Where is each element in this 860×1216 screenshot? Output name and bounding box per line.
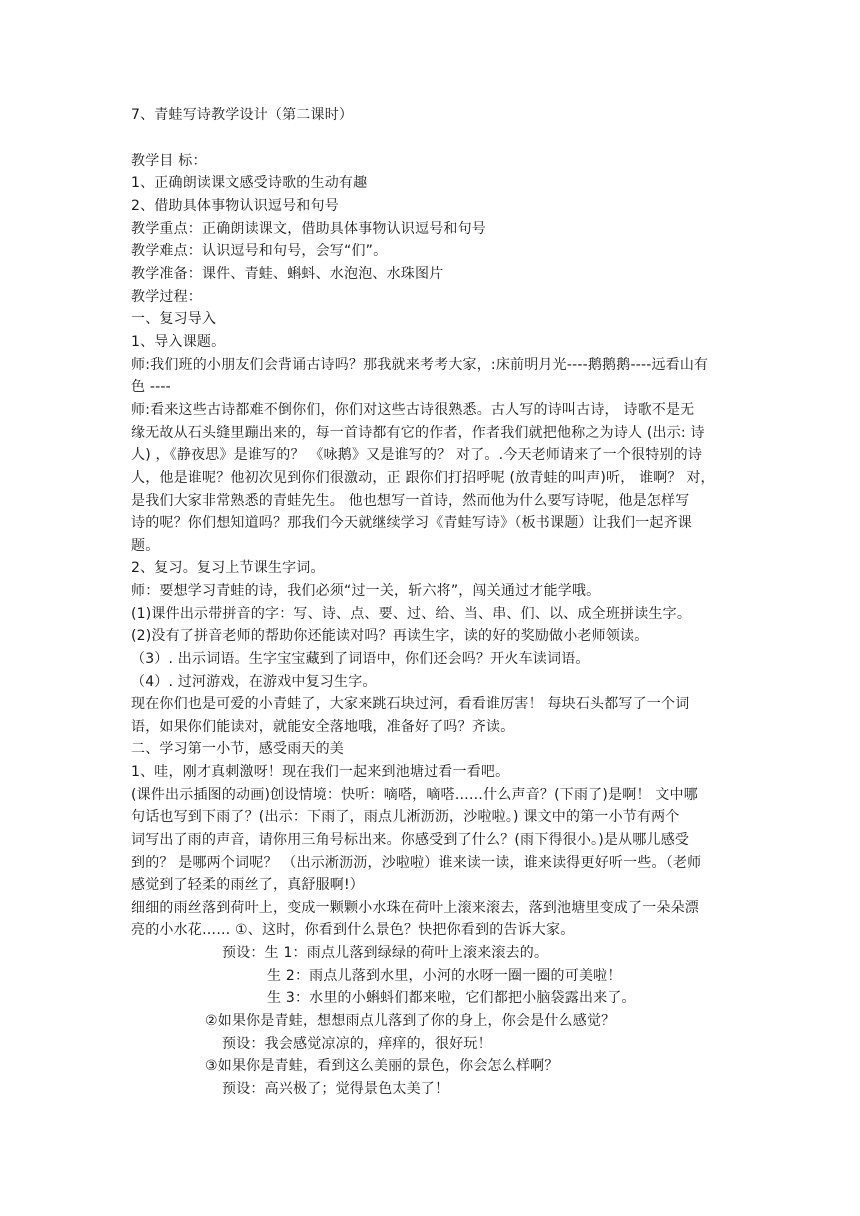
body-line: 语，如果你们能读对，就能安全落地哦，准备好了吗？齐读。 [131, 719, 515, 735]
body-line: 教学重点：正确朗读课文，借助具体事物认识逗号和句号 [131, 221, 486, 237]
body-line: 1、正确朗读课文感受诗歌的生动有趣 [131, 175, 368, 191]
body-line: 人) ，《静夜思》是谁写的？ 《咏鹅》又是谁写的？ 对了。.今天老师请来了一个很特别的诗 [131, 447, 703, 463]
body-line: 词写出了雨的声音，请你用三角号标出来。你感受到了什么？(雨下得很小。)是从哪儿感受 [131, 832, 690, 848]
body-line: 教学过程： [131, 289, 202, 305]
body-line: 是我们大家非常熟悉的青蛙先生。 他也想写一首诗，然而他为什么要写诗呢，他是怎样写 [131, 493, 690, 509]
body-line: 教学目 标： [131, 153, 207, 169]
indented-line: ②如果你是青蛙，想想雨点儿落到了你的身上，你会是什么感觉？ [205, 1013, 616, 1029]
section-heading: 一、复习导入 [131, 311, 217, 327]
body-line: 师:看来这些古诗都难不倒你们，你们对这些古诗很熟悉。古人写的诗叫古诗， 诗歌不是无 [131, 402, 695, 418]
indented-line: 预设：生 1：雨点儿落到绿绿的荷叶上滚来滚去的。 [222, 945, 549, 961]
body-line: 细细的雨丝落到荷叶上，变成一颗颗小水珠在荷叶上滚来滚去，落到池塘里变成了一朵朵漂 [131, 900, 699, 916]
body-line: 诗的呢？你们想知道吗？那我们今天就继续学习《青蛙写诗》（板书课题）让我们一起齐课 [131, 515, 692, 531]
section-heading: 二、学习第一小节，感受雨天的美 [131, 741, 344, 757]
body-line: (课件出示插图的动画)创设情境：快听：嘀嗒，嘀嗒……什么声音？(下雨了)是啊！ 文中哪 [131, 787, 698, 803]
body-line: 2、借助具体事物认识逗号和句号 [131, 198, 339, 214]
body-line: 1、导入课题。 [131, 334, 226, 350]
body-line: 师:我们班的小朋友们会背诵古诗吗？那我就来考考大家，:床前明月光----鹅鹅鹅----远看山有 [131, 357, 709, 373]
body-line: 缘无故从石头缝里蹦出来的，每一首诗都有它的作者，作者我们就把他称之为诗人 (出示: 诗 [131, 425, 705, 441]
body-line: 感觉到了轻柔的雨丝了，真舒服啊!） [131, 877, 365, 893]
body-line: 到的？ 是哪两个词呢？ （出示淅沥沥，沙啦啦）谁来读一读，谁来读得更好听一些。（老师 [131, 855, 702, 871]
indented-line: 预设：我会感觉凉凉的，痒痒的，很好玩！ [222, 1036, 492, 1052]
body-line: 现在你们也是可爱的小青蛙了，大家来跳石块过河，看看谁厉害！ 每块石头都写了一个词 [131, 696, 690, 712]
document-title: 7、青蛙写诗教学设计（第二课时） [131, 107, 354, 123]
indented-line: 预设：高兴极了；觉得景色太美了！ [222, 1081, 450, 1097]
body-line: 教学难点：认识逗号和句号，会写“们”。 [131, 243, 388, 259]
body-line: (1)课件出示带拼音的字：写、诗、点、要、过、给、当、串、们、以、成全班拼读生字。 [131, 606, 692, 622]
body-line: 2、复习。复习上节课生字词。 [131, 560, 325, 576]
body-line: （4）. 过河游戏，在游戏中复习生字。 [131, 674, 377, 690]
indented-line: 生 3：水里的小蝌蚪们都来啦，它们都把小脑袋露出来了。 [267, 990, 636, 1006]
body-line: (2)没有了拼音老师的帮助你还能读对吗？再读生字，读的好的奖励做小老师领读。 [131, 628, 649, 644]
indented-line: ③如果你是青蛙，看到这么美丽的景色，你会怎么样啊？ [205, 1058, 559, 1074]
body-line: 1、哇，刚才真刺激呀！现在我们一起来到池塘过看一看吧。 [131, 764, 510, 780]
body-line: 色 ---- [131, 379, 171, 395]
body-line: 教学准备：课件、青蛙、蝌蚪、水泡泡、水珠图片 [131, 266, 444, 282]
body-line: 句话也写到下雨了？(出示：下雨了，雨点儿淅沥沥，沙啦啦。) 课文中的第一小节有两个 [131, 809, 680, 825]
body-line: （3）. 出示词语。生字宝宝藏到了词语中，你们还会吗？开火车读词语。 [131, 651, 590, 667]
indented-line: 生 2：雨点儿落到水里，小河的水呀一圈一圈的可美啦！ [267, 968, 622, 984]
body-line: 人，他是谁呢？他初次见到你们很激动，正 跟你们打招呼呢 (放青蛙的叫声)听， 谁啊？ 对， [131, 470, 715, 486]
body-line: 师：要想学习青蛙的诗，我们必须“过一关，斩六将”，闯关通过才能学哦。 [131, 583, 601, 599]
body-line: 题。 [131, 538, 160, 554]
body-line: 亮的小水花…… ①、这时，你看到什么景色？快把你看到的告诉大家。 [131, 922, 575, 938]
